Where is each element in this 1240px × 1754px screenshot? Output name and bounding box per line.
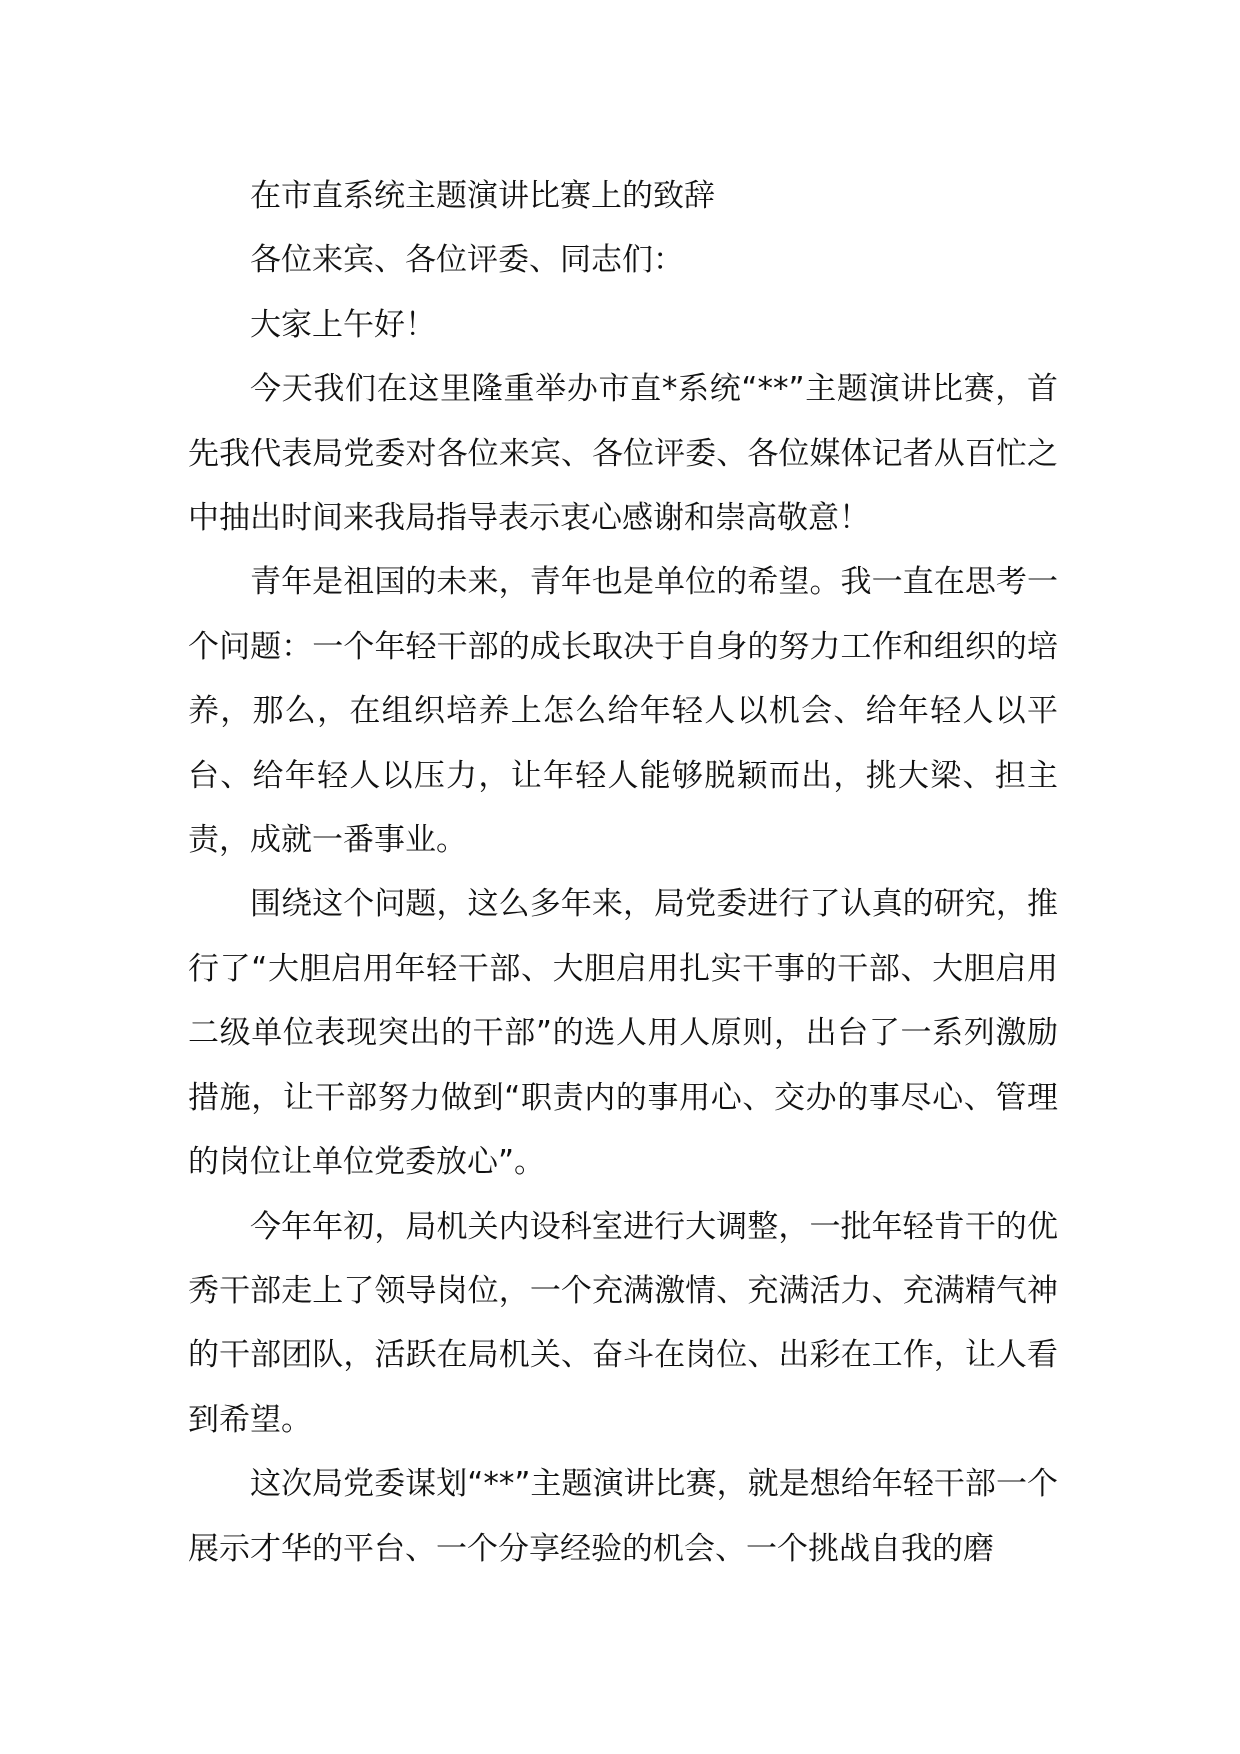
paragraph-2: 青年是祖国的未来，青年也是单位的希望。我一直在思考一个问题：一个年轻干部的成长取决于自身的努力工作和组织的培养，那么，在组织培养上怎么给年轻人以机会、给年轻人以平台、给年轻人以压力，让年轻人能够脱颖而出，挑大梁、担主责，成就一番事业。 (188, 564, 1058, 859)
salutation: 各位来宾、各位评委、同志们： (250, 242, 684, 279)
paragraph-3: 围绕这个问题，这么多年来，局党委进行了认真的研究，推行了“大胆启用年轻干部、大胆启用扎实干事的干部、大胆启用二级单位表现突出的干部”的选人用人原则，出台了一系列激励措施，让干部努力做到“职责内的事用心、交办的事尽心、管理的岗位让单位党委放心”。 (188, 886, 1058, 1181)
document-body (188, 164, 1058, 1581)
document-title: 在市直系统主题演讲比赛上的致辞 (250, 178, 715, 214)
paragraph-1: 今天我们在这里隆重举办市直*系统“**”主题演讲比赛，首先我代表局党委对各位来宾、各位评委、各位媒体记者从百忙之中抽出时间来我局指导表示衷心感谢和崇高敬意！ (188, 371, 1058, 537)
paragraph-4: 今年年初，局机关内设科室进行大调整，一批年轻肯干的优秀干部走上了领导岗位，一个充满激情、充满活力、充满精气神的干部团队，活跃在局机关、奋斗在岗位、出彩在工作，让人看到希望。 (188, 1208, 1058, 1438)
greeting: 大家上午好！ (250, 306, 436, 343)
paragraph-5: 这次局党委谋划“**”主题演讲比赛，就是想给年轻干部一个展示才华的平台、一个分享经验的机会、一个挑战自我的磨 (188, 1466, 1058, 1567)
